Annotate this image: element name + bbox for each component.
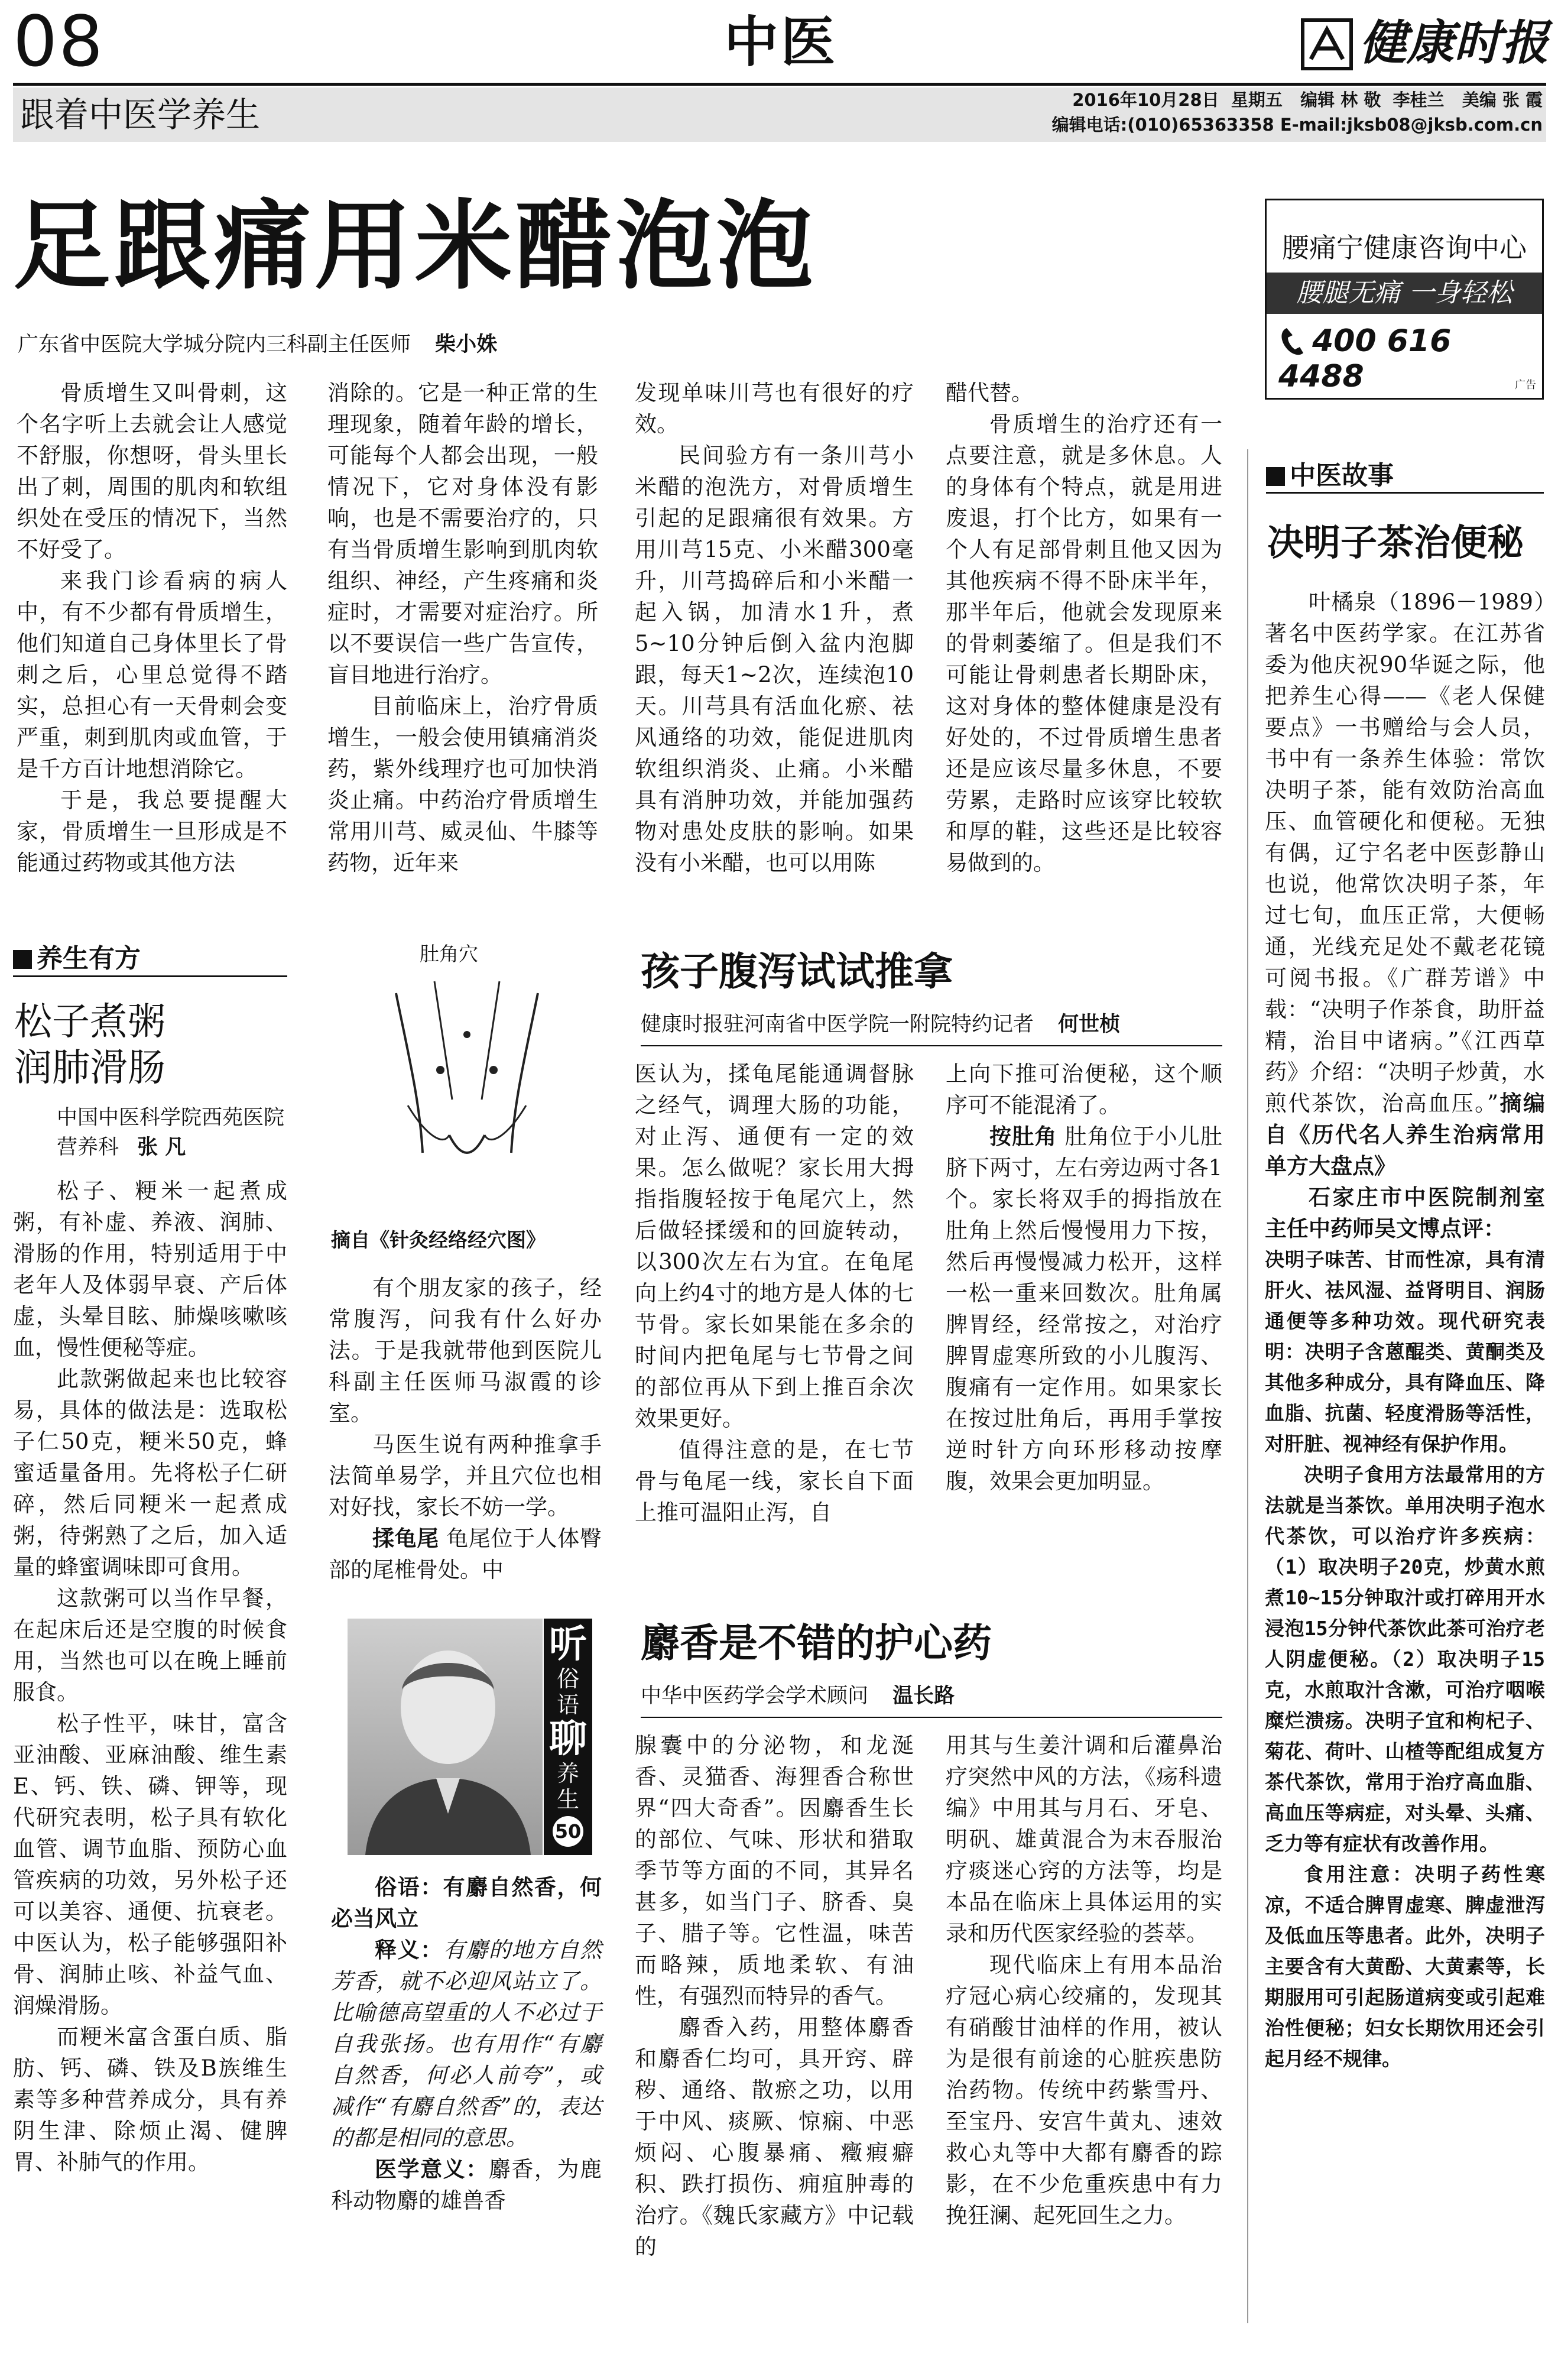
byline-org: 中国中医科学院西苑医院营养科 (57, 1106, 285, 1159)
paragraph: 消除的。它是一种正常的生理现象，随着年龄的增长，可能每个人都会出现，一般情况下，它对身体没有影响，也是不需要治疗的，只有当骨质增生影响到肌肉软组织、神经，产生疼痛和炎症时，才需要对症治疗。所以不要误信一些广告宣传，盲目地进行治疗。 (327, 380, 598, 688)
byline-org: 中华中医药学会学术顾问 (641, 1684, 869, 1708)
term-label: 揉龟尾 (372, 1525, 439, 1551)
paragraph: 马医生说有两种推拿手法简单易学，并且穴位也相对好找，家长不妨一学。 (329, 1432, 602, 1520)
main-article-col-3 (635, 377, 914, 878)
story-section-head (1266, 454, 1394, 492)
musk-title: 麝香是不错的护心药 (641, 1620, 992, 1666)
ad-slogan: 腰腿无痛 一身轻松 (1267, 273, 1542, 314)
date-line: 2016年10月28日 星期五 编辑 林 敬 李桂兰 美编 张 霞 (1072, 90, 1543, 110)
massage-col-a (329, 1272, 602, 1585)
paragraph: 麝香入药，用整体麝香和麝香仁均可，具开窍、辟秽、通络、散瘀之功，以用于中风、痰厥、惊痫、中恶烦闷、心腹暴痛、癥瘕癖积、跌打损伤、痈疽肿毒的治疗。《魏氏家藏方》中记载的 (635, 2015, 914, 2259)
term-label: 按肚角 (989, 1123, 1057, 1149)
byline-org: 健康时报驻河南省中医学院一附院特约记者 (641, 1013, 1034, 1036)
health-rule (13, 975, 287, 977)
section-square-icon (13, 950, 32, 969)
figure-caption: 摘自《针灸经络经穴图》 (331, 1228, 546, 1251)
paragraph: 揉龟尾 龟尾位于人体臀部的尾椎骨处。中 (329, 1525, 602, 1583)
paragraph: 此款粥做起来也比较容易，具体的做法是：选取松子仁50克，粳米50克，蜂蜜适量备用。先将松子仁研碎，然后同粳米一起煮成粥，待粥熟了之后，加入适量的蜂蜜调味即可食用。 (13, 1366, 287, 1580)
section-square-icon (1266, 467, 1285, 486)
massage-col-c (946, 1058, 1222, 1497)
paragraph: 骨质增生又叫骨刺，这个名字听上去就会让人感觉不舒服，你想呀，骨头里长出了刺，周围的肌肉和软组织处在受压的情况下，当然不好受了。 (17, 380, 287, 562)
main-article-col-2 (327, 377, 598, 878)
side-char: 语 (556, 1692, 579, 1718)
story-commentator: 石家庄市中医院制剂室主任中药师吴文博点评： (1265, 1184, 1545, 1241)
paragraph: 发现单味川芎也有很好的疗效。 (635, 380, 914, 437)
abdomen-diagram-icon (331, 958, 603, 1182)
paragraph: 来我门诊看病的病人中，有不少都有骨质增生，他们知道自己身体里长了骨刺之后，心里总觉得不踏实，总担心有一天骨刺会变严重，刺到肌肉或血管，于是千方百计地想消除它。 (17, 568, 287, 782)
main-article-col-4 (946, 377, 1222, 878)
masthead-logo (1300, 13, 1549, 72)
health-title-2: 润肺滑肠 (14, 1046, 165, 1090)
paragraph: 决明子食用方法最常用的方法就是当茶饮。单用决明子泡水代茶饮，可以治疗许多疾病：（1）取决明子20克，炒黄水煎煮10~15分钟取汁或打碎用开水浸泡15分钟代茶饮此茶可治疗老人阴虚便秘。（2）取决明子15克，水煎取汁含漱，可治疗咽喉糜烂溃疡。决明子宜和枸杞子、菊花、荷叶、山楂等配组成复方茶代茶饮，常用于治疗高血脂、高血压等病症，对头晕、头痛、乏力等有症状有改善作用。 (1265, 1463, 1545, 1855)
paragraph: 医认为，揉龟尾能通调督脉之经气，调理大肠的功能，对止泻、通便有一定的效果。怎么做呢？家长用大拇指指腹轻按于龟尾穴上，然后做轻揉缓和的回旋转动，以300次左右为宜。在龟尾向上约4寸的地方是人体的七节骨。家长如果能在多余的时间内把龟尾与七节骨之间的部位再从下到上推百余次效果更好。 (635, 1061, 914, 1431)
page-number: 08 (13, 1, 105, 82)
masthead-emblem-icon (1300, 18, 1353, 71)
proverb-headline: 俗语：有麝自然香，何必当风立 (331, 1875, 602, 1931)
section-label: 养生有方 (37, 943, 141, 974)
section-label: 中医故事 (1290, 461, 1394, 491)
health-body (13, 1175, 287, 2178)
paragraph: 释义：有麝的地方自然芳香，就不必迎风站立了。比喻德高望重的人不必过于自我张扬。也有用作“有麝自然香，何必人前夸”，或减作“有麝自然香”的，表达的都是相同的意思。 (331, 1937, 602, 2151)
term-label: 释义： (375, 1937, 443, 1963)
paragraph: 决明子味苦、甘而性凉，具有清肝火、祛风湿、益肾明目、润肠通便等多种功效。现代研究表明：决明子含蒽醌类、黄酮类及其他多种成分，具有降血压、降血脂、抗菌、轻度滑肠等活性，对肝脏、视神经有保护作用。 (1265, 1248, 1545, 1455)
health-title-1: 松子煮粥 (14, 1000, 165, 1044)
paragraph: 骨质增生的治疗还有一点要注意，就是多休息。人的身体有个特点，就是用进废退，打个比方，如果有一个人有足部骨刺且他又因为其他疾病不得不卧床半年，那半年后，他就会发现原来的骨刺萎缩了。但是我们不可能让骨刺患者长期卧床，这对身体的整体健康是没有好处的，不过骨质增生患者还是应该尽量多休息，不要劳累，走路时应该穿比较软和厚的鞋，这些还是比较容易做到的。 (946, 411, 1222, 876)
paragraph: 值得注意的是，在七节骨与龟尾一线，家长自下面上推可温阳止泻，自 (635, 1437, 914, 1525)
musk-byline (641, 1681, 955, 1711)
paragraph: 目前临床上，治疗骨质增生，一般会使用镇痛消炎药，紫外线理疗也可加快消炎止痛。中药治疗骨质增生常用川芎、威灵仙、牛膝等药物，近年来 (327, 693, 598, 876)
figure-label: 肚角穴 (420, 942, 478, 965)
term-label: 医学意义： (375, 2156, 489, 2182)
side-char: 听 (549, 1622, 587, 1666)
proverb-text (331, 1872, 602, 2216)
massage-byline (641, 1010, 1120, 1039)
paragraph: 用其与生姜汁调和后灌鼻治疗突然中风的方法，《疡科遗编》中用其与月石、牙皂、明矾、雄黄混合为末吞服治疗痰迷心窍的方法等，均是本品在临床上具体运用的实录和历代医家经验的荟萃。 (946, 1733, 1222, 1946)
paragraph: 于是，我总要提醒大家，骨质增生一旦形成是不能通过药物或其他方法 (17, 787, 287, 876)
main-article-title: 足跟痛用米醋泡泡 (13, 190, 817, 303)
paragraph: 有个朋友家的孩子，经常腹泻，问我有什么好办法。于是我就带他到医院儿科副主任医师马淑霞的诊室。 (329, 1275, 602, 1426)
phone-icon (1278, 325, 1309, 358)
main-article-col-1 (17, 377, 287, 878)
proverb-side-title (544, 1619, 592, 1855)
masthead-name: 健康时报 (1359, 15, 1549, 70)
side-char: 生 (556, 1786, 579, 1812)
issue-badge: 50 (553, 1816, 583, 1847)
byline-author: 柴小姝 (435, 333, 498, 356)
main-article-byline (18, 330, 497, 359)
musk-col-b (946, 1730, 1222, 2231)
massage-col-b (635, 1058, 914, 1528)
paragraph: 按肚角 肚角位于小儿肚脐下两寸，左右旁边两寸各1个。家长将双手的拇指放在肚角上然后慢慢用力下按，然后再慢慢减力松开，这样一松一重来回数次。肚角属脾胃经，经常按之，对治疗脾胃虚寒所致的小儿腹泻、腹痛有一定作用。如果家长在按过肚角后，再用手掌按逆时针方向环形移动按摩腹，效果会更加明显。 (946, 1123, 1223, 1494)
portrait-photo-icon (348, 1619, 543, 1855)
health-byline (57, 1103, 287, 1162)
story-title: 决明子茶治便秘 (1267, 521, 1524, 564)
story-comments (1265, 1244, 1545, 2074)
side-char: 俗 (556, 1666, 579, 1692)
paragraph: 醋代替。 (946, 380, 1033, 406)
paragraph: 上向下推可治便秘，这个顺序可不能混淆了。 (946, 1061, 1222, 1118)
paragraph: 食用注意：决明子药性寒凉，不适合脾胃虚寒、脾虚泄泻及低血压等患者。此外，决明子主要含有大黄酚、大黄素等，长期服用可引起肠道病变或引起难治性便秘；妇女长期饮用还会引起月经不规律。 (1265, 1863, 1545, 2070)
musk-col-a (635, 1730, 914, 2262)
paragraph: 医学意义：麝香，为鹿科动物麝的雄兽香 (331, 2156, 602, 2213)
contact-line: 编辑电话:(010)65363358 E-mail:jksb08@jksb.com.cn (1051, 115, 1543, 135)
byline-author: 温长路 (892, 1684, 955, 1708)
paragraph: 这款粥可以当作早餐，在起床后还是空腹的时候食用，当然也可以在晚上睡前服食。 (13, 1585, 287, 1705)
paragraph: 叶橘泉（1896－1989）著名中医药学家。在江苏省委为他庆祝90华诞之际，他把养生心得——《老人保健要点》一书赠给与会人员，书中有一条养生体验：常饮决明子茶，能有效防治高血压、血管硬化和便秘。无独有偶，辽宁名老中医彭静山也说，他常饮决明子茶，年过七旬，血压正常，大便畅通，光线充足处不戴老花镜可阅书报。《广群芳谱》中载：“决明子作茶食，助肝益精，治目中诸病。”《江西草药》介绍：“决明子炒黄，水煎代茶饮，治高血压。”摘编自《历代名人养生治病常用单方大盘点》 (1265, 589, 1546, 1179)
story-rule (1266, 492, 1544, 494)
paragraph: 松子性平，味甘，富含亚油酸、亚麻油酸、维生素E、钙、铁、磷、钾等，现代研究表明，松子具有软化血管、调节血脂、预防心血管疾病的功效，另外松子还可以美容、通便、抗衰老。中医认为，松子能够强阳补骨、润肺止咳、补益气血、润燥滑肠。 (13, 1711, 287, 2018)
paragraph: 民间验方有一条川芎小米醋的泡洗方，对骨质增生引起的足跟痛很有效果。方用川芎15克、小米醋300毫升，川芎捣碎后和小米醋一起入锅，加清水1升，煮5~10分钟后倒入盆内泡脚跟，每天1~2次，连续泡10天。川芎具有活血化瘀、祛风通络的功效，能促进肌肉软组织消炎、止痛。小米醋具有消肿功效，并能加强药物对患处皮肤的影响。如果没有小米醋，也可以用陈 (635, 443, 914, 876)
ad-title: 腰痛宁健康咨询中心 (1282, 232, 1527, 264)
section-title: 中医 (724, 11, 838, 74)
massage-rule (641, 1045, 1222, 1046)
story-source: 摘编自《历代名人养生治病常用单方大盘点》 (1265, 1090, 1546, 1179)
byline-author: 何世桢 (1058, 1013, 1121, 1036)
byline-author: 张 凡 (137, 1136, 186, 1159)
proverb-portrait (348, 1619, 543, 1855)
musk-rule (641, 1717, 1222, 1718)
health-section-head (13, 937, 141, 975)
paragraph: 松子、粳米一起煮成粥，有补虚、养液、润肺、滑肠的作用，特别适用于中老年人及体弱早衰、产后体虚，头晕目眩、肺燥咳嗽咳血，慢性便秘等症。 (13, 1178, 287, 1360)
subsection-title: 跟着中医学养生 (20, 95, 261, 135)
ad-phone: 400 616 4488 (1278, 323, 1452, 394)
story-body (1265, 586, 1545, 2074)
paragraph: 而粳米富含蛋白质、脂肪、钙、磷、铁及B族维生素等多种营养成分，具有养阴生津、除烦止渴、健脾胃、补肺气的作用。 (13, 2024, 287, 2175)
ad-box (1265, 199, 1544, 400)
paragraph: 腺囊中的分泌物，和龙涎香、灵猫香、海狸香合称世界“四大奇香”。因麝香生长的部位、气味、形状和猎取季节等方面的不同，其异名甚多，如当门子、脐香、臭子、腊子等。它性温，味苦而略辣，质地柔软、有油性，有强烈而特异的香气。 (635, 1733, 914, 2009)
byline-org: 广东省中医院大学城分院内三科副主任医师 (18, 333, 411, 356)
header-rule (13, 83, 1546, 86)
massage-title: 孩子腹泻试试推拿 (641, 949, 953, 994)
side-char: 养 (556, 1760, 579, 1786)
ad-tag: 广告 (1515, 379, 1536, 391)
paragraph: 现代临床上有用本品治疗冠心病心绞痛的，发现其有硝酸甘油样的作用，被认为是很有前途的心脏疾患防治药物。传统中药紫雪丹、至宝丹、安宫牛黄丸、速效救心丸等中大都有麝香的踪影，在不少危重疾患中有力挽狂澜、起死回生之力。 (946, 1952, 1222, 2228)
acupoint-figure (331, 934, 603, 1182)
column-divider (1247, 449, 1248, 2323)
side-char: 聊 (549, 1717, 587, 1761)
